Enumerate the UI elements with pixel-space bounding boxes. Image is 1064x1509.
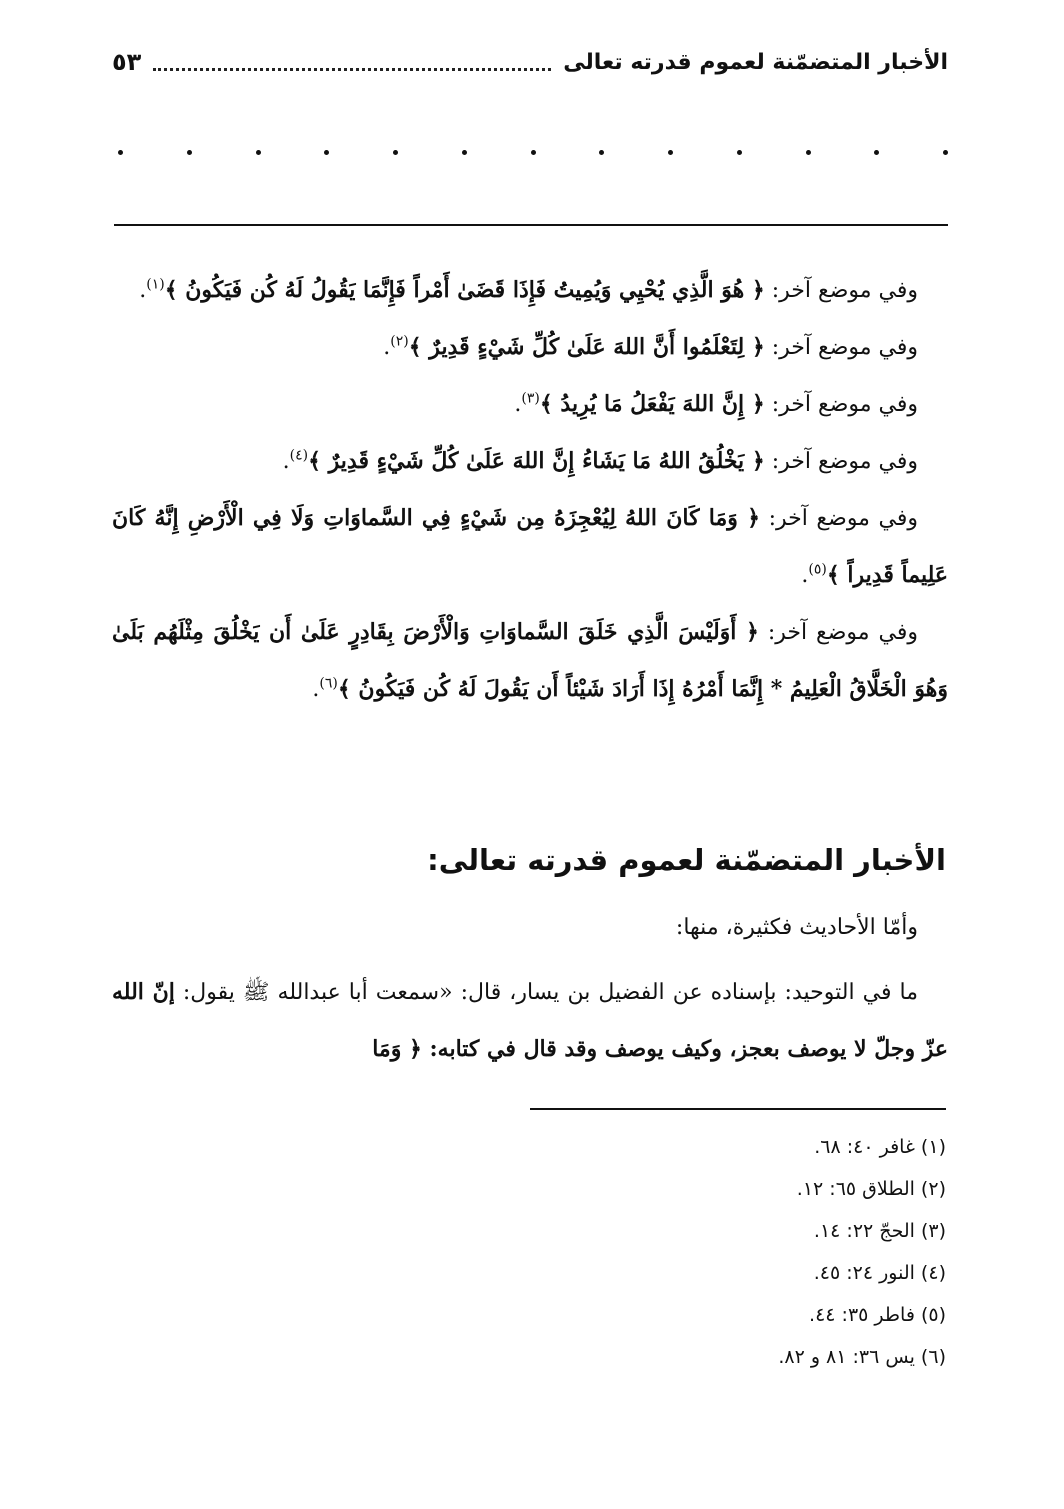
paragraph-lead: وفي موضع آخر:: [758, 620, 918, 645]
section-intro: وأمّا الأحاديث فكثيرة، منها:: [675, 915, 918, 940]
footnote-ref: (٦): [319, 675, 338, 692]
paragraph-lead: وفي موضع آخر:: [764, 278, 918, 303]
footnote-item: (٦) يس ٣٦: ٨١ و ٨٢.: [778, 1346, 946, 1368]
paragraph: [112, 604, 948, 718]
hadith-quote: إنّ الله عزّ وجلّ لا يوصف بعجز، وكيف يوصف وقد قال في كتابه: ﴿ وَمَا: [112, 979, 948, 1062]
footnote-ref: (٢): [390, 333, 409, 350]
footnote-ref: (٤): [289, 447, 309, 464]
footnote-ref: (٣): [521, 390, 540, 407]
paragraph: [112, 433, 948, 490]
quran-verse: ﴿ لِتَعْلَمُوا أَنَّ اللهَ عَلَىٰ كُلِّ شَيْءٍ قَدِيرٌ ﴾: [408, 334, 765, 360]
footnote-rule: [530, 1108, 946, 1110]
hadith-text: ما في التوحيد: بإسناده عن الفضيل بن يسار، قال: «سمعت أبا عبدالله ﷺ يقول:: [174, 980, 918, 1005]
footnote-ref: (١): [146, 276, 165, 293]
top-rule: [114, 224, 948, 226]
page-number: ٥٣: [112, 48, 142, 76]
paragraph: [112, 319, 948, 376]
dotted-separator: [118, 150, 948, 155]
footnotes: [446, 1126, 946, 1378]
paragraph-tail: .: [801, 563, 809, 588]
paragraph: [112, 490, 948, 604]
paragraph-lead: وفي موضع آخر:: [760, 506, 918, 531]
paragraph-tail: .: [139, 278, 147, 303]
paragraph-tail: .: [312, 677, 320, 702]
quran-verse: ﴿ هُوَ الَّذِي يُحْيِي وَيُمِيتُ فَإِذَا قَضَىٰ أَمْراً فَإِنَّمَا يَقُولُ لَهُ كُن فَيَكُونُ ﴾: [164, 277, 765, 303]
quran-verse: ﴿ يَخْلُقُ اللهُ مَا يَشَاءُ إِنَّ اللهَ عَلَىٰ كُلِّ شَيْءٍ قَدِيرٌ ﴾: [308, 448, 765, 474]
section-body: [112, 900, 948, 1086]
paragraph: [112, 262, 948, 319]
footnote-item: (٢) الطلاق ٦٥: ١٢.: [796, 1178, 946, 1200]
footnote-item: (٣) الحجّ ٢٢: ١٤.: [813, 1220, 946, 1242]
footnote-item: (٤) النور ٢٤: ٤٥.: [813, 1262, 946, 1284]
paragraph-tail: .: [514, 392, 522, 417]
paragraph-lead: وفي موضع آخر:: [764, 335, 918, 360]
running-header: [112, 42, 948, 82]
footnote-item: (١) غافر ٤٠: ٦٨.: [814, 1136, 946, 1158]
quran-verse: ﴿ أَوَلَيْسَ الَّذِي خَلَقَ السَّماوَاتِ وَالْأَرْضَ بِقَادِرٍ عَلَىٰ أَن يَخْلُقَ مِثْلَهُم بَلَىٰ وَهُوَ الْخَلَّاقُ الْعَلِيمُ * إِنَّمَا أَمْرُهُ إِذَا أَرَادَ شَيْئاً أَن يَقُولَ لَهُ كُن فَيَكُونُ ﴾: [112, 619, 948, 702]
paragraph-tail: .: [383, 335, 391, 360]
paragraph-lead: وفي موضع آخر:: [764, 392, 918, 417]
paragraph-tail: .: [282, 449, 290, 474]
leader-dots: [153, 66, 551, 71]
body-text: [112, 262, 948, 718]
footnote-ref: (٥): [808, 561, 827, 578]
quran-verse: ﴿ إِنَّ اللهَ يَفْعَلُ مَا يُرِيدُ ﴾: [539, 391, 765, 417]
paragraph-lead: وفي موضع آخر:: [764, 449, 918, 474]
section-heading: الأخبار المتضمّنة لعموم قدرته تعالى:: [427, 843, 946, 877]
running-title: الأخبار المتضمّنة لعموم قدرته تعالى: [563, 49, 948, 75]
quran-verse: ﴿ وَمَا كَانَ اللهُ لِيُعْجِزَهُ مِن شَيْءٍ فِي السَّماوَاتِ وَلَا فِي الْأَرْضِ إِنَّهُ كَانَ عَلِيماً قَدِيراً ﴾: [112, 505, 948, 588]
hadith-paragraph: [112, 964, 948, 1078]
footnote-item: (٥) فاطر ٣٥: ٤٤.: [809, 1304, 946, 1326]
paragraph: [112, 376, 948, 433]
